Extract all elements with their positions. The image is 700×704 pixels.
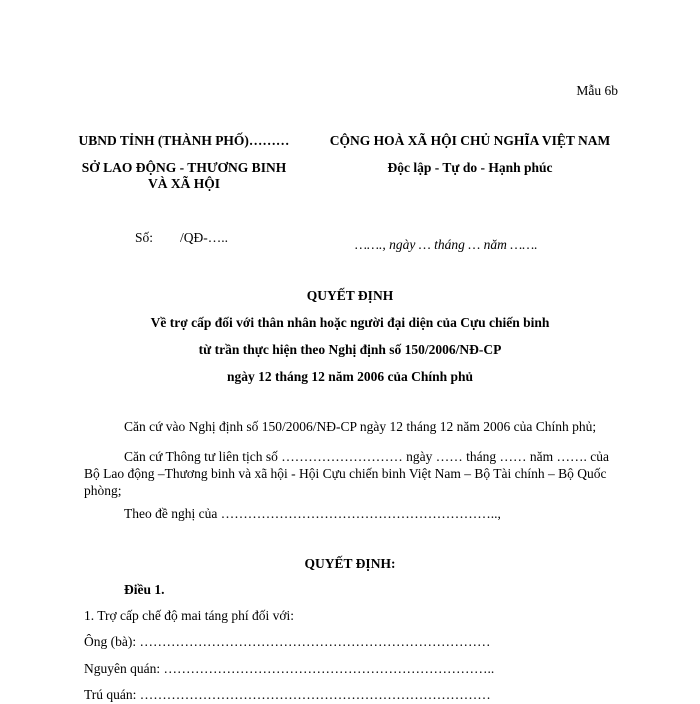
proposal-line: Theo đề nghị của …………………………………………………….., [124, 506, 501, 521]
country-name: CỘNG HOÀ XÃ HỘI CHỦ NGHĨA VIỆT NAM [329, 133, 611, 148]
document-number-suffix: /QĐ-….. [180, 230, 228, 245]
issuing-agency-header [70, 133, 298, 192]
legal-basis-2: Căn cứ Thông tư liên tịch số ……………………… ngày …… tháng …… năm ……. của Bộ Lao động –Thương binh và xã hội - Hội Cựu chiến binh Việt Nam – Bộ Tài chính – Bộ Quốc phòng; [84, 449, 609, 498]
form-code: Mẫu 6b [576, 83, 618, 98]
department-line-2: VÀ XÃ HỘI [147, 175, 220, 191]
title-subject-line-2: từ trần thực hiện theo Nghị định số 150/2006/NĐ-CP [198, 341, 502, 357]
title-subject-line-1: Về trợ cấp đối với thân nhân hoặc người đại diện của Cựu chiến binh [150, 314, 550, 330]
national-header [300, 133, 640, 177]
national-motto: Độc lập - Tự do - Hạnh phúc [387, 159, 553, 175]
residence-field-line: Trú quán: …………………………………………………………………… [84, 687, 491, 702]
issue-date-line: ……., ngày … tháng … năm ……. [355, 237, 538, 252]
legal-basis-1: Căn cứ vào Nghị định số 150/2006/NĐ-CP ngày 12 tháng 12 năm 2006 của Chính phủ; [124, 419, 597, 434]
document-title: QUYẾT ĐỊNH [306, 288, 394, 303]
document-number-label: Số: [135, 230, 154, 245]
document-title-block [0, 288, 700, 396]
department-line: SỞ LAO ĐỘNG - THƯƠNG BINH [81, 159, 287, 175]
origin-field-line: Nguyên quán: ……………………………………………………………….. [84, 661, 495, 676]
item-1-line: 1. Trợ cấp chế độ mai táng phí đối với: [84, 608, 295, 623]
article-1-heading: Điều 1. [124, 582, 165, 597]
province-line: UBND TỈNH (THÀNH PHỐ)……… [78, 133, 290, 148]
name-field-line: Ông (bà): …………………………………………………………………… [84, 634, 491, 649]
title-subject-line-3: ngày 12 tháng 12 năm 2006 của Chính phủ [226, 368, 474, 384]
decision-heading: QUYẾT ĐỊNH: [304, 556, 396, 571]
